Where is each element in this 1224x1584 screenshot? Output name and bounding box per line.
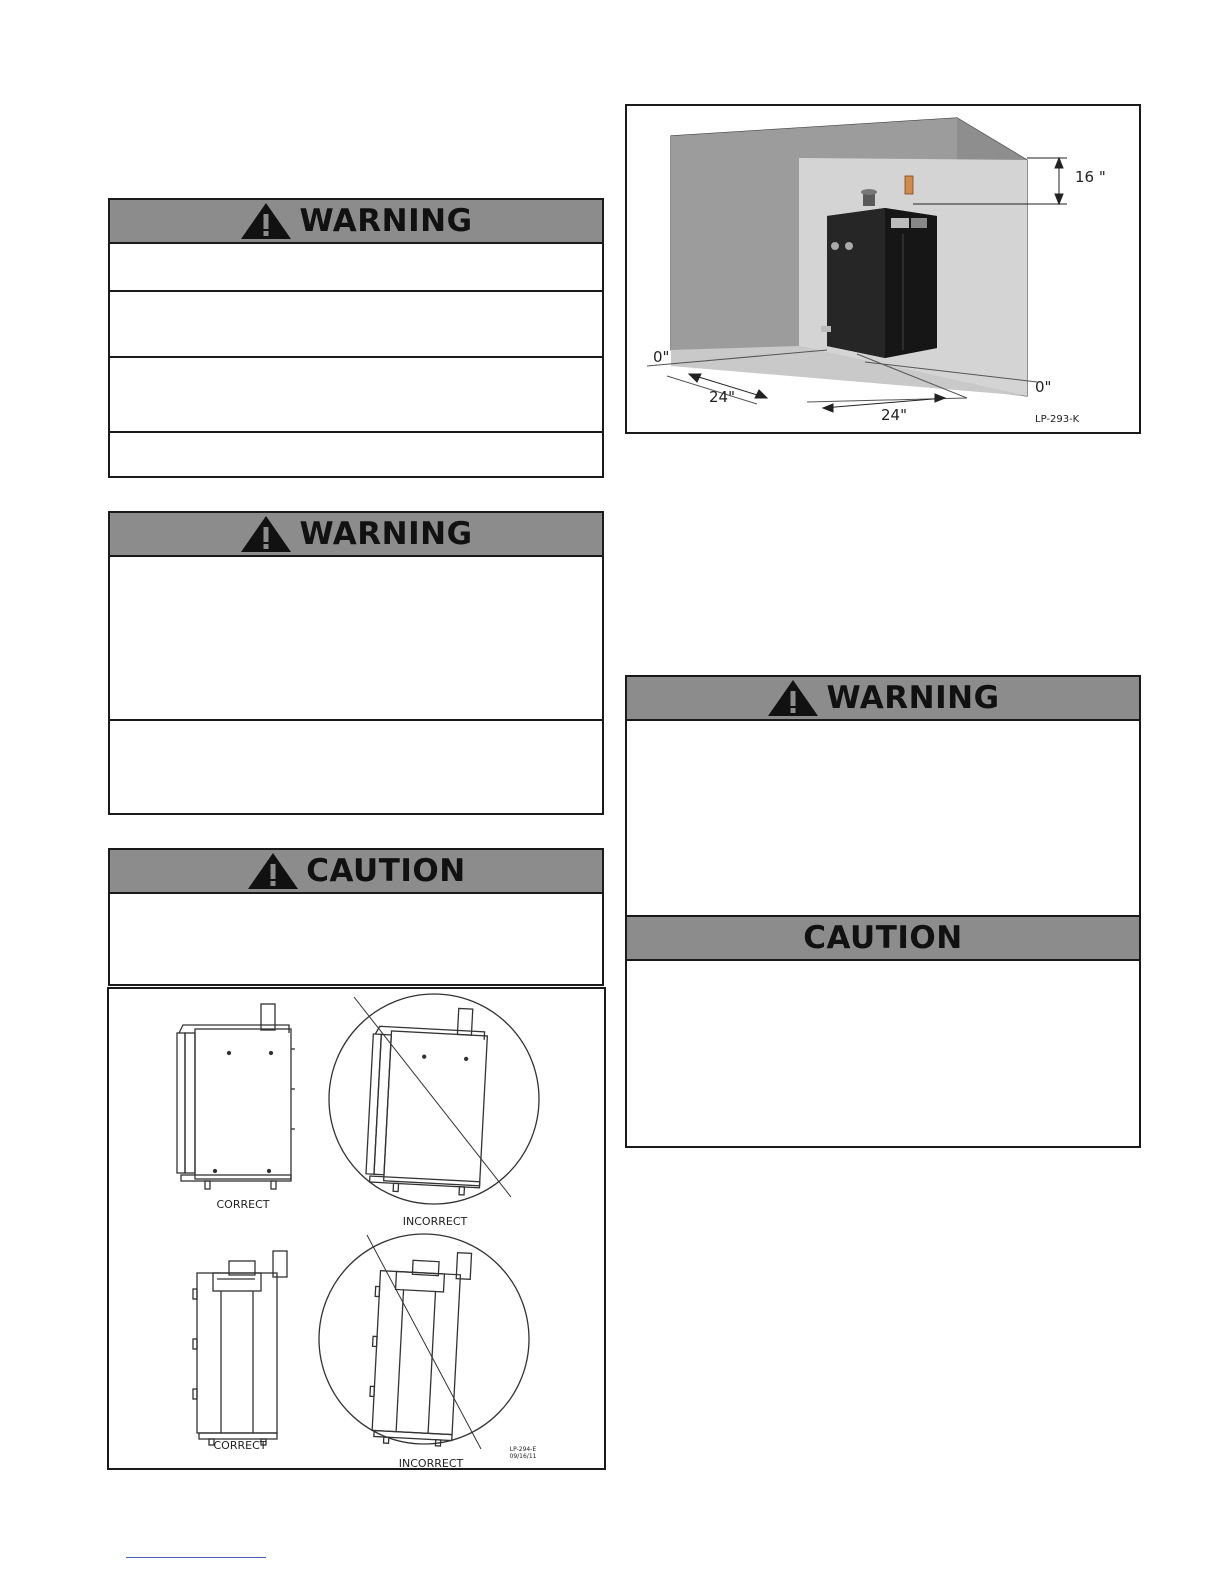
warning-row xyxy=(110,433,602,476)
warning-triangle-icon xyxy=(239,201,293,241)
caution-header-text: CAUTION xyxy=(306,853,466,889)
label-correct-bottom: CORRECT xyxy=(213,1439,267,1452)
warning-row xyxy=(627,721,1139,917)
warning-header xyxy=(627,677,1139,721)
warning-header-text: WARNING xyxy=(299,516,473,552)
footer-link-underline[interactable] xyxy=(126,1557,266,1558)
caution-triangle-icon xyxy=(246,851,300,891)
warning-box-2 xyxy=(108,511,604,815)
dim-left-zero-label: 0" xyxy=(653,348,670,366)
warning-row xyxy=(110,557,602,721)
caution-row xyxy=(627,961,1139,1146)
dim-right-zero-label: 0" xyxy=(1035,378,1052,396)
dim-width-label: 24" xyxy=(881,406,907,424)
warning-header-text: WARNING xyxy=(299,203,473,239)
warning-row xyxy=(110,358,602,433)
warning-row xyxy=(110,244,602,292)
side-view-correct-drawing xyxy=(177,1004,295,1189)
warning-header-text: WARNING xyxy=(826,680,1000,716)
caution-header xyxy=(110,850,602,894)
clearance-figure-id: LP-293-K xyxy=(1035,414,1080,425)
caution-sub-header xyxy=(627,917,1139,961)
figure-id: LP-294-E xyxy=(509,1446,537,1453)
label-incorrect-bottom: INCORRECT xyxy=(398,1457,464,1468)
figure-date: 09/16/11 xyxy=(509,1453,537,1460)
caution-row xyxy=(110,894,602,984)
warning-triangle-icon xyxy=(766,678,820,718)
clearance-figure xyxy=(625,104,1141,434)
label-incorrect-top: INCORRECT xyxy=(402,1215,468,1228)
clearance-diagram xyxy=(627,106,1139,432)
warning-box-1 xyxy=(108,198,604,478)
label-correct-top: CORRECT xyxy=(216,1198,270,1211)
warning-header xyxy=(110,513,602,557)
dim-top-label: 16 " xyxy=(1075,168,1106,186)
caution-box-1 xyxy=(108,848,604,986)
caution-sub-header-text: CAUTION xyxy=(803,920,963,956)
boiler-level-figure xyxy=(107,987,606,1470)
warning-header xyxy=(110,200,602,244)
warning-row xyxy=(110,721,602,815)
dim-depth-label: 24" xyxy=(709,388,735,406)
warning-row xyxy=(110,292,602,358)
front-view-incorrect-drawing xyxy=(319,1234,529,1449)
warning-triangle-icon xyxy=(239,514,293,554)
warning-box-3 xyxy=(625,675,1141,1148)
front-view-correct-drawing xyxy=(193,1251,287,1445)
boiler-level-diagram xyxy=(109,989,604,1468)
side-view-incorrect-drawing xyxy=(329,994,539,1204)
